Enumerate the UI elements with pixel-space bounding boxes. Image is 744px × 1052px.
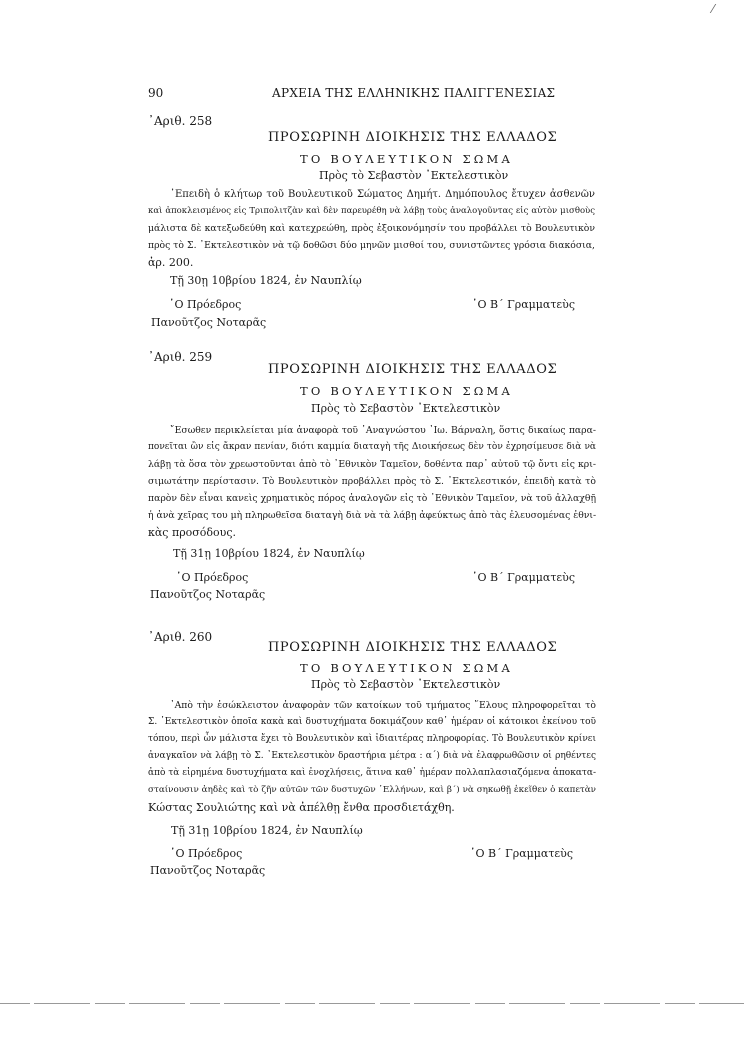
body-line: Κώστας Σουλιώτης καὶ νὰ ἀπέλθῃ ἔνθα προσδιετάχθη.: [148, 801, 455, 814]
president-name: Πανοῦτζος Νοταρᾶς: [150, 864, 266, 877]
secretary-title: ῾Ο Β΄ Γραμματεὺς: [470, 847, 573, 860]
body-line: μάλιστα δὲ κατεξωδεύθη καὶ κατεχρεώθη, πρὸς ἐξοικονόμησίν του προβάλλει τὸ Βουλευτικὸν: [148, 223, 595, 234]
doc-title: ΠΡΟΣΩΡΙΝΗ ΔΙΟΙΚΗΣΙΣ ΤΗΣ ΕΛΛΑΔΟΣ: [268, 130, 558, 145]
body-line: πρὸς τὸ Σ. ᾿Εκτελεστικὸν νὰ τῷ δοθῶσι δύο μηνῶν μισθοί του, συνιστῶντες γρόσια διακόσια,: [148, 240, 595, 251]
president-name: Πανοῦτζος Νοταρᾶς: [151, 316, 267, 329]
doc-body: [148, 186, 595, 271]
doc-title: ΠΡΟΣΩΡΙΝΗ ΔΙΟΙΚΗΣΙΣ ΤΗΣ ΕΛΛΑΔΟΣ: [268, 362, 558, 377]
secretary-title: ῾Ο Β΄ Γραμματεὺς: [472, 571, 575, 584]
doc-recipient: Πρὸς τὸ Σεβαστὸν ᾿Εκτελεστικὸν: [319, 169, 509, 182]
body-line: τόπου, περὶ ὧν μάλιστα ἔχει τὸ Βουλευτικὸν καὶ ἰδιαιτέρας πληροφορίας. Τὸ Βουλευτικὸν κρίνει: [148, 734, 596, 744]
doc-date: Τῇ 30ῃ 10βρίου 1824, ἐν Ναυπλίῳ: [170, 274, 362, 287]
body-line: πονεῖται ὢν εἰς ἄκραν πενίαν, διότι καμμία διαταγὴ τῆς Διοικήσεως δὲν τὸν ἐχρησίμευσε διὰ νὰ: [148, 442, 596, 452]
doc-body: [148, 422, 596, 541]
president-title: ῾Ο Πρόεδρος: [170, 847, 243, 860]
body-line: ἀπὸ τὰ εἰρημένα δυστυχήματα καὶ ἐνοχλήσεις, ἅτινα καθ᾿ ἡμέραν πολλαπλασιαζόμενα ἀποκατα-: [148, 768, 596, 778]
president-title: ῾Ο Πρόεδρος: [176, 571, 249, 584]
body-line: ἀναγκαῖον νὰ λάβῃ τὸ Σ. ᾿Εκτελεστικὸν δραστήρια μέτρα : α΄) διὰ νὰ ἐλαφρωθῶσιν οἱ ρηθέντες: [148, 751, 596, 761]
scan-edge-divider: [0, 1003, 744, 1004]
doc-title: ΠΡΟΣΩΡΙΝΗ ΔΙΟΙΚΗΣΙΣ ΤΗΣ ΕΛΛΑΔΟΣ: [268, 640, 558, 655]
doc-date: Τῇ 31ῃ 10βρίου 1824, ἐν Ναυπλίῳ: [171, 824, 363, 837]
body-line: ἀρ. 200.: [148, 256, 194, 269]
body-line: ᾿Απὸ τὴν ἐσώκλειστον ἀναφορὰν τῶν κατοίκων τοῦ τμήματος ῞Ελους πληροφορεῖται τὸ: [170, 700, 596, 711]
body-line: καὶ ἀποκλεισμένος εἰς Τριπολιτζὰν καὶ δὲν παρευρέθη νὰ λάβῃ τοὺς ἀναλογοῦντας εἰς αὐτὸν μισθοὺς: [148, 206, 595, 216]
body-line: λάβῃ τὰ ὅσα τὸν χρεωστοῦνται ἀπὸ τὸ ᾿Εθνικὸν Ταμεῖον, δοθέντα παρ᾿ αὐτοῦ τῷ ὄντι εἰς κρι-: [148, 459, 596, 470]
doc-recipient: Πρὸς τὸ Σεβαστὸν ᾿Εκτελεστικὸν: [311, 678, 501, 691]
doc-recipient: Πρὸς τὸ Σεβαστὸν ᾿Εκτελεστικὸν: [311, 402, 501, 415]
body-line: ἡ ἀνὰ χεῖρας του μὴ πληρωθεῖσα διαταγὴ διὰ νὰ τὰ λάβῃ ἀφεύκτως ἀπὸ τὰς ἐλευσομένας ἐθνι-: [148, 510, 597, 521]
doc-date: Τῇ 31ῃ 10βρίου 1824, ἐν Ναυπλίῳ: [173, 547, 365, 560]
running-title: ΑΡΧΕΙΑ ΤΗΣ ΕΛΛΗΝΙΚΗΣ ΠΑΛΙΓΓΕΝΕΣΙΑΣ: [272, 86, 556, 100]
body-line: ᾿Επειδὴ ὁ κλήτωρ τοῦ Βουλευτικοῦ Σώματος Δημήτ. Δημόπουλος ἔτυχεν ἀσθενῶν: [170, 189, 595, 200]
doc-subtitle: ΤΟ ΒΟΥΛΕΥΤΙΚΟΝ ΣΩΜΑ: [300, 152, 514, 166]
doc-number: ᾿Αριθ. 258: [148, 114, 213, 128]
body-line: κὰς προσόδους.: [148, 526, 236, 539]
body-line: σταίνουσιν ἀηδὲς καὶ τὸ ζῆν αὐτῶν τῶν δυστυχῶν ῾Ελλήνων, καὶ β΄) νὰ σηκωθῇ ἐκεῖθεν ὁ καπετὰν: [148, 785, 596, 795]
page-number: 90: [148, 86, 164, 100]
doc-subtitle: ΤΟ ΒΟΥΛΕΥΤΙΚΟΝ ΣΩΜΑ: [300, 661, 514, 675]
doc-body: [148, 697, 596, 816]
president-title: ῾Ο Πρόεδρος: [169, 298, 242, 311]
corner-scan-mark-icon: ⁄: [712, 2, 715, 16]
doc-number: ᾿Αριθ. 259: [148, 350, 213, 364]
secretary-title: ῾Ο Β΄ Γραμματεὺς: [472, 298, 575, 311]
body-line: παρὸν δὲν εἶναι κανεὶς χρηματικὸς πόρος ἀναλογῶν εἰς τὸ ᾿Εθνικὸν Ταμεῖον, νὰ τοῦ ἀλλαχθῇ: [148, 493, 596, 504]
doc-subtitle: ΤΟ ΒΟΥΛΕΥΤΙΚΟΝ ΣΩΜΑ: [300, 384, 514, 398]
doc-number: ᾿Αριθ. 260: [148, 630, 213, 644]
body-line: ῎Εσωθεν περικλείεται μία ἀναφορὰ τοῦ ᾿Αναγνώστου ᾿Ιω. Βάρναλη, ὅστις δικαίως παρα-: [170, 425, 596, 436]
body-line: Σ. ᾿Εκτελεστικὸν ὁποῖα κακὰ καὶ δυστυχήματα δοκιμάζουν καθ᾿ ἡμέραν οἱ κάτοικοι ἐκείνου τοῦ: [148, 717, 596, 727]
president-name: Πανοῦτζος Νοταρᾶς: [150, 588, 266, 601]
body-line: σιμωτάτην περίστασιν. Τὸ Βουλευτικὸν προβάλλει πρὸς τὸ Σ. ᾿Εκτελεστικόν, ἐπειδὴ κατὰ τὸ: [148, 476, 596, 487]
